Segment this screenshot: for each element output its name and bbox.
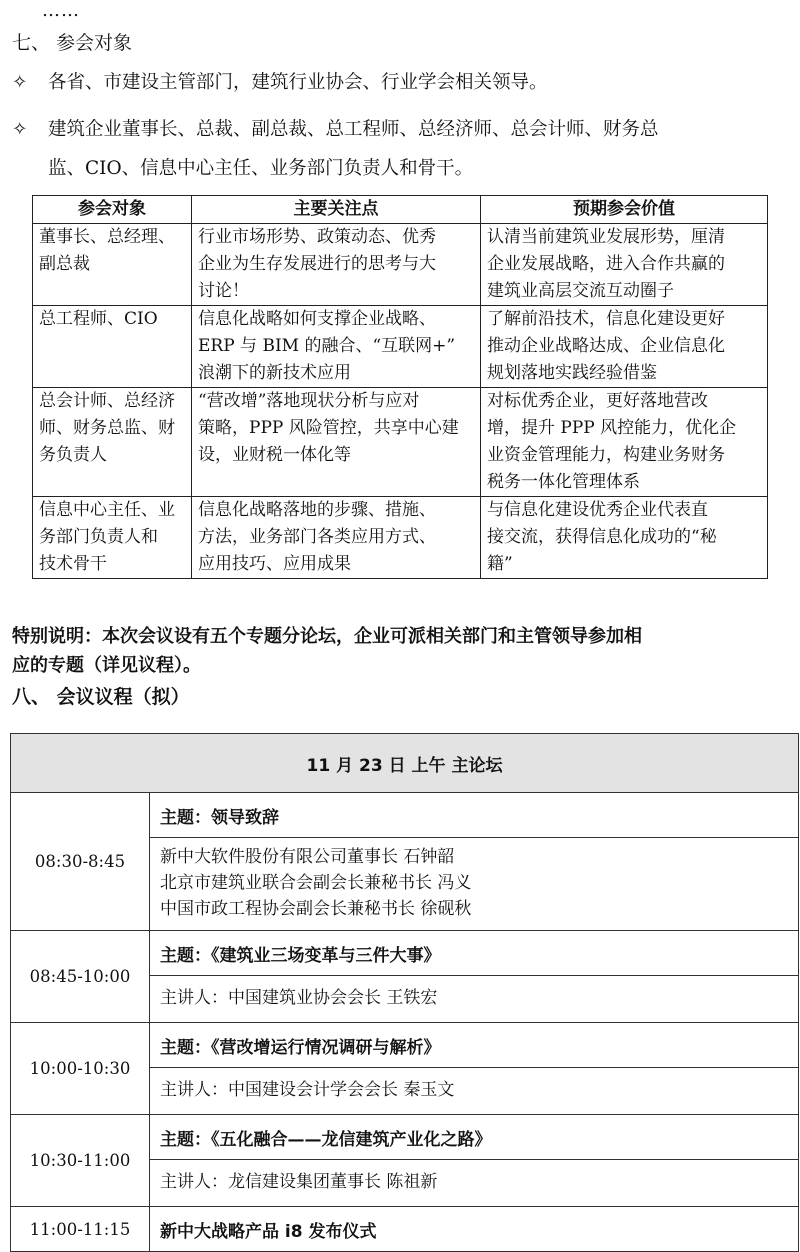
cell-line: 总会计师、总经济 bbox=[39, 391, 175, 411]
cell-line: 对标优秀企业，更好落地营改 bbox=[487, 391, 708, 411]
session-speaker bbox=[150, 976, 799, 1023]
session-time: 10:00-10:30 bbox=[11, 1023, 150, 1115]
focus-cell bbox=[192, 388, 481, 497]
star-bullet-icon: ✧ bbox=[12, 119, 28, 140]
table-row bbox=[33, 224, 768, 306]
cell-line: 规划落地实践经验借鉴 bbox=[487, 363, 657, 383]
column-header: 预期参会价值 bbox=[481, 196, 768, 224]
target-cell bbox=[33, 497, 192, 579]
section-7-heading: 七、 参会对象 bbox=[12, 32, 133, 54]
cell-line: 策略，PPP 风险管控，共享中心建 bbox=[198, 418, 459, 438]
cell-line: 浪潮下的新技术应用 bbox=[198, 363, 351, 383]
column-header: 主要关注点 bbox=[192, 196, 481, 224]
session-topic: 主题：《五化融合——龙信建筑产业化之路》 bbox=[150, 1115, 799, 1160]
attendee-table bbox=[32, 195, 768, 579]
cell-line: 推动企业战略达成、企业信息化 bbox=[487, 336, 725, 356]
note-line: 应的专题（详见议程）。 bbox=[12, 655, 201, 676]
cell-line: ERP 与 BIM 的融合、“互联网+” bbox=[198, 336, 456, 356]
continuation-ellipsis: …… bbox=[42, 0, 80, 21]
speaker-line: 北京市建筑业联合会副会长兼秘书长 冯义 bbox=[160, 873, 472, 893]
cell-line: 董事长、总经理、 bbox=[39, 227, 175, 247]
value-cell bbox=[481, 388, 768, 497]
cell-line: 应用技巧、应用成果 bbox=[198, 554, 351, 574]
target-cell bbox=[33, 306, 192, 388]
cell-line: 师、财务总监、财 bbox=[39, 418, 175, 438]
cell-line: 信息化战略如何支撑企业战略、 bbox=[198, 309, 436, 329]
table-row bbox=[33, 497, 768, 579]
focus-cell bbox=[192, 306, 481, 388]
cell-line: 籍” bbox=[487, 554, 513, 574]
star-bullet-icon: ✧ bbox=[12, 72, 28, 93]
speaker-line: 主讲人：龙信建设集团董事长 陈祖新 bbox=[160, 1172, 438, 1192]
cell-line: 方法，业务部门各类应用方式、 bbox=[198, 527, 436, 547]
attendee-bullet-2 bbox=[12, 116, 782, 182]
target-cell bbox=[33, 388, 192, 497]
session-time: 08:45-10:00 bbox=[11, 931, 150, 1023]
note-line: 特别说明：本次会议设有五个专题分论坛，企业可派相关部门和主管领导参加相 bbox=[12, 626, 642, 647]
agenda-session-row bbox=[11, 1207, 799, 1252]
speaker-line: 主讲人：中国建筑业协会会长 王铁宏 bbox=[160, 988, 438, 1008]
cell-line: 接交流，获得信息化成功的“秘 bbox=[487, 527, 717, 547]
target-cell bbox=[33, 224, 192, 306]
session-topic: 新中大战略产品 i8 发布仪式 bbox=[150, 1207, 799, 1252]
cell-line: 副总裁 bbox=[39, 254, 90, 274]
agenda-session-row bbox=[11, 931, 799, 976]
column-header: 参会对象 bbox=[33, 196, 192, 224]
session-topic: 主题：《营改增运行情况调研与解析》 bbox=[150, 1023, 799, 1068]
cell-line: 建筑业高层交流互动圈子 bbox=[487, 281, 674, 301]
focus-cell bbox=[192, 224, 481, 306]
bullet-text-continued: 监、CIO、信息中心主任、业务部门负责人和骨干。 bbox=[48, 158, 474, 179]
agenda-day-header-row bbox=[11, 734, 799, 793]
table-row bbox=[33, 388, 768, 497]
cell-line: 税务一体化管理体系 bbox=[487, 472, 640, 492]
cell-line: 设，业财税一体化等 bbox=[198, 445, 351, 465]
value-cell bbox=[481, 224, 768, 306]
cell-line: 讨论！ bbox=[198, 281, 249, 301]
agenda-table bbox=[10, 733, 799, 1252]
cell-line: 增，提升 PPP 风控能力，优化企 bbox=[487, 418, 737, 438]
cell-line: 企业为生存发展进行的思考与大 bbox=[198, 254, 436, 274]
cell-line: 与信息化建设优秀企业代表直 bbox=[487, 500, 708, 520]
speaker-line: 新中大软件股份有限公司董事长 石钟韶 bbox=[160, 847, 455, 867]
speaker-line: 中国市政工程协会副会长兼秘书长 徐砚秋 bbox=[160, 899, 472, 919]
session-topic: 主题：领导致辞 bbox=[150, 793, 799, 838]
table-row bbox=[33, 306, 768, 388]
attendee-bullet-1 bbox=[12, 69, 548, 96]
session-time: 11:00-11:15 bbox=[11, 1207, 150, 1252]
cell-line: “营改增”落地现状分析与应对 bbox=[198, 391, 420, 411]
session-speaker bbox=[150, 1160, 799, 1207]
value-cell bbox=[481, 306, 768, 388]
focus-cell bbox=[192, 497, 481, 579]
table-header-row bbox=[33, 196, 768, 224]
agenda-session-row bbox=[11, 1115, 799, 1160]
cell-line: 总工程师、CIO bbox=[39, 309, 158, 329]
session-time: 08:30-8:45 bbox=[11, 793, 150, 931]
speaker-line: 主讲人：中国建设会计学会会长 秦玉文 bbox=[160, 1080, 455, 1100]
cell-line: 业资金管理能力，构建业务财务 bbox=[487, 445, 725, 465]
cell-line: 了解前沿技术，信息化建设更好 bbox=[487, 309, 725, 329]
agenda-day-header: 11 月 23 日 上午 主论坛 bbox=[11, 734, 799, 793]
session-speaker bbox=[150, 1068, 799, 1115]
session-time: 10:30-11:00 bbox=[11, 1115, 150, 1207]
bullet-text: 各省、市建设主管部门，建筑行业协会、行业学会相关领导。 bbox=[48, 72, 548, 93]
value-cell bbox=[481, 497, 768, 579]
cell-line: 信息化战略落地的步骤、措施、 bbox=[198, 500, 436, 520]
section-8-heading: 八、 会议议程（拟） bbox=[12, 686, 190, 708]
cell-line: 信息中心主任、业 bbox=[39, 500, 175, 520]
agenda-session-row bbox=[11, 793, 799, 838]
session-topic: 主题：《建筑业三场变革与三件大事》 bbox=[150, 931, 799, 976]
cell-line: 企业发展战略，进入合作共赢的 bbox=[487, 254, 725, 274]
cell-line: 务负责人 bbox=[39, 445, 107, 465]
cell-line: 务部门负责人和 bbox=[39, 527, 158, 547]
cell-line: 技术骨干 bbox=[39, 554, 107, 574]
special-note bbox=[12, 622, 782, 680]
agenda-session-row bbox=[11, 1023, 799, 1068]
session-speakers bbox=[150, 838, 799, 931]
cell-line: 行业市场形势、政策动态、优秀 bbox=[198, 227, 436, 247]
cell-line: 认清当前建筑业发展形势，厘清 bbox=[487, 227, 725, 247]
bullet-text: 建筑企业董事长、总裁、副总裁、总工程师、总经济师、总会计师、财务总 bbox=[48, 119, 659, 140]
